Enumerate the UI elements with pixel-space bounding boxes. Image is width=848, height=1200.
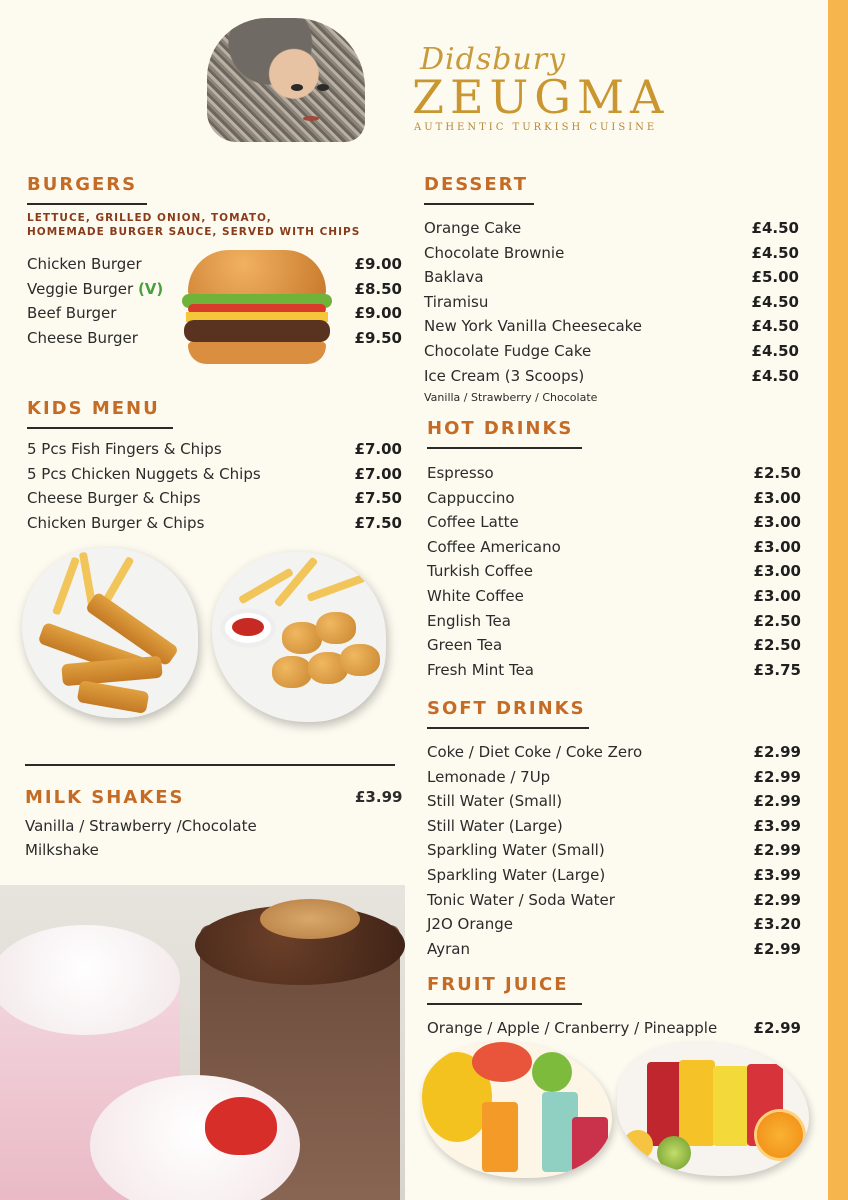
item-name: New York Vanilla Cheesecake [424,317,643,336]
item-name: Cappuccino [427,488,515,507]
menu-item [427,609,801,634]
item-price: £4.50 [751,366,799,385]
fish-fingers-image [22,548,198,718]
item-name: Beef Burger [27,304,117,323]
item-name: Turkish Coffee [427,562,533,581]
burgers-description [27,211,360,239]
menu-item [427,912,801,937]
item-price: £2.99 [753,841,801,860]
item-price: £3.00 [753,562,801,581]
item-name: Coffee Americano [427,537,561,556]
item-name: Ice Cream (3 Scoops) [424,366,585,385]
menu-item [427,658,801,683]
brand-tagline: AUTHENTIC TURKISH CUISINE [414,122,658,133]
dessert-list [424,216,799,388]
menu-item [424,339,799,364]
menu-item [427,838,801,863]
soft-drinks-list [427,740,801,961]
item-price: £8.50 [354,279,402,298]
item-name: 5 Pcs Fish Fingers & Chips [27,440,222,458]
menu-item [27,437,402,462]
item-price: £2.99 [753,767,801,786]
menu-item [27,486,402,511]
hot-drinks-section-heading [427,418,582,449]
item-price: £3.00 [753,586,801,605]
fruit-juice-section-heading [427,974,582,1005]
item-name: Still Water (Large) [427,816,563,835]
menu-item [427,765,801,790]
item-name: Fresh Mint Tea [427,660,534,679]
milkshakes-section-heading [25,787,184,808]
brand-name: ZEUGMA [412,70,670,124]
hot-drinks-title: HOT DRINKS [427,418,574,439]
menu-item [427,789,801,814]
menu-item [427,461,801,486]
menu-item [427,863,801,888]
item-price: £4.50 [751,292,799,311]
item-price: £4.50 [751,341,799,360]
burgers-desc-line1: LETTUCE, GRILLED ONION, TOMATO, [27,212,272,224]
item-name: Sparkling Water (Small) [427,841,605,860]
item-price: £2.99 [753,792,801,811]
fruit-juice-rule [427,1003,582,1005]
menu-item [427,535,801,560]
menu-item [427,1016,801,1041]
item-price: £3.00 [753,488,801,507]
chicken-nuggets-image [212,552,386,722]
item-price: £9.00 [354,304,402,323]
item-name: Green Tea [427,636,503,655]
item-name: Coke / Diet Coke / Coke Zero [427,743,643,761]
menu-item [424,265,799,290]
menu-item [424,290,799,315]
milkshakes-title: MILK SHAKES [25,787,185,808]
burgers-title: BURGERS [27,174,138,195]
item-price: £7.50 [354,513,402,532]
soft-drinks-title: SOFT DRINKS [427,698,586,719]
soft-drinks-section-heading [427,698,589,729]
burgers-rule [27,203,147,205]
dessert-section-heading [424,174,534,205]
menu-item [427,740,801,765]
item-price: £2.99 [753,1019,801,1037]
item-name: Lemonade / 7Up [427,767,551,786]
burgers-desc-line2: HOMEMADE BURGER SAUCE, SERVED WITH CHIPS [27,226,361,238]
item-price: £4.50 [751,219,799,237]
item-name: 5 Pcs Chicken Nuggets & Chips [27,464,261,483]
item-price: £9.00 [354,255,402,273]
item-price: £2.50 [753,636,801,655]
item-name: Veggie Burger [27,279,134,298]
menu-item [424,364,799,389]
menu-item [427,584,801,609]
item-price: £3.00 [753,513,801,532]
menu-item [427,633,801,658]
fruit-juice-image-1 [422,1042,612,1178]
milkshakes-image [0,885,405,1200]
hot-drinks-list [427,461,801,682]
item-name: Chicken Burger [27,255,142,273]
menu-item [427,888,801,913]
fruit-juice-list [427,1016,801,1041]
item-price: £2.99 [753,890,801,909]
menu-item [424,216,799,241]
item-price: £7.50 [354,489,402,508]
milkshakes-description [25,814,257,862]
item-price: £3.75 [753,660,801,679]
item-name: Chicken Burger & Chips [27,513,205,532]
item-name: English Tea [427,611,511,630]
item-name: Ayran [427,939,470,958]
kids-section-heading [27,398,173,429]
hot-drinks-rule [427,447,582,449]
item-name: J2O Orange [427,915,513,934]
item-name: Sparkling Water (Large) [427,865,606,884]
fruit-juice-title: FRUIT JUICE [427,974,569,995]
milkshakes-top-rule [25,764,395,766]
kids-title: KIDS MENU [27,398,160,419]
menu-item [427,510,801,535]
item-price: £3.99 [753,865,801,884]
item-price: £2.99 [753,743,801,761]
item-name: Tonic Water / Soda Water [427,890,615,909]
item-name: Orange / Apple / Cranberry / Pineapple [427,1019,718,1037]
item-name: Espresso [427,464,494,482]
item-price: £4.50 [751,317,799,336]
kids-rule [27,427,173,429]
dessert-rule [424,203,534,205]
item-price: £2.50 [753,464,801,482]
item-price: £2.99 [753,939,801,958]
item-name: Baklava [424,268,484,287]
item-price: £5.00 [751,268,799,287]
menu-item [427,486,801,511]
ice-cream-flavours-note: Vanilla / Strawberry / Chocolate [424,391,598,404]
item-name: Orange Cake [424,219,522,237]
fruit-juice-image-2 [617,1042,809,1176]
brand-script: Didsbury [420,42,567,77]
item-name: Coffee Latte [427,513,519,532]
item-name: Tiramisu [424,292,489,311]
item-price: £9.50 [354,328,402,347]
burgers-section-heading [27,174,147,205]
menu-item [427,559,801,584]
veg-tag: (V) [137,279,164,298]
soft-drinks-rule [427,727,589,729]
item-name: Cheese Burger [27,328,138,347]
menu-item [27,462,402,487]
menu-item [424,241,799,266]
item-price: £7.00 [354,440,402,458]
milkshakes-label: Milkshake [25,841,99,859]
item-price: £2.50 [753,611,801,630]
milkshakes-flavours: Vanilla / Strawberry /Chocolate [25,817,257,835]
kids-list [27,437,402,535]
item-price: £3.20 [753,915,801,934]
dessert-title: DESSERT [424,174,528,195]
item-price: £3.99 [753,816,801,835]
menu-item [427,814,801,839]
item-name: Chocolate Brownie [424,243,565,262]
mosaic-logo-image [207,18,365,142]
item-name: White Coffee [427,586,524,605]
item-price: £3.00 [753,537,801,556]
burger-image [180,250,335,368]
menu-item [27,511,402,536]
menu-item [427,937,801,962]
item-name: Cheese Burger & Chips [27,489,201,508]
milkshakes-price: £3.99 [355,788,403,806]
item-price: £4.50 [751,243,799,262]
item-name: Chocolate Fudge Cake [424,341,592,360]
item-name: Still Water (Small) [427,792,563,811]
side-stripe [828,0,848,1200]
item-price: £7.00 [354,464,402,483]
menu-item [424,314,799,339]
